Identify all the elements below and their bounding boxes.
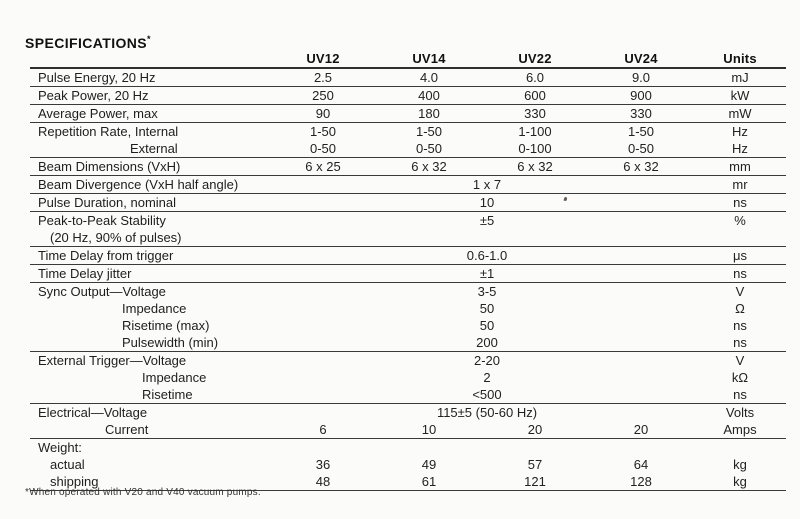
spec-value: 6 x 25 — [305, 159, 341, 174]
unit-value: V — [735, 353, 745, 368]
unit-value: Amps — [723, 422, 757, 437]
row-label: shipping — [50, 474, 99, 489]
spec-value-span: ±5 — [479, 213, 495, 228]
row-label: Beam Divergence (VxH half angle) — [38, 177, 239, 192]
spec-value: 6 x 32 — [623, 159, 659, 174]
spec-value-span: 0.6-1.0 — [466, 248, 508, 263]
spec-value: 0-100 — [518, 141, 552, 156]
spec-value: 20 — [527, 422, 543, 437]
unit-value: mW — [728, 106, 752, 121]
spec-value-span: 115±5 (50-60 Hz) — [436, 405, 538, 420]
column-header-uv22: UV22 — [518, 50, 552, 66]
row-label: Sync Output—Voltage — [38, 284, 166, 299]
row-label: Impedance — [122, 301, 187, 316]
unit-value: kg — [733, 474, 747, 489]
table-row — [30, 283, 786, 300]
unit-value: ns — [733, 266, 747, 281]
unit-value: ns — [733, 387, 747, 402]
spec-value: 600 — [524, 88, 546, 103]
spec-value: 330 — [630, 106, 652, 121]
row-label: Risetime — [142, 387, 193, 402]
table-row — [30, 265, 786, 282]
unit-value: kW — [730, 88, 750, 103]
unit-value: mm — [729, 159, 751, 174]
unit-value: ns — [733, 195, 747, 210]
row-group — [30, 265, 786, 283]
table-header-row — [30, 49, 786, 69]
unit-value: % — [734, 213, 746, 228]
spec-value: 330 — [524, 106, 546, 121]
row-label: Pulse Duration, nominal — [38, 195, 177, 210]
spec-value: 0-50 — [627, 141, 655, 156]
row-label: (20 Hz, 90% of pulses) — [50, 230, 182, 245]
row-label: Current — [105, 422, 149, 437]
spec-value: 900 — [630, 88, 652, 103]
spec-value-span: 3-5 — [477, 284, 497, 299]
spec-value-span: 2-20 — [473, 353, 501, 368]
table-row — [30, 247, 786, 264]
table-row — [30, 123, 786, 140]
row-label: Risetime (max) — [122, 318, 210, 333]
table-row — [30, 317, 786, 334]
spec-value: 180 — [418, 106, 440, 121]
unit-value: Volts — [725, 405, 755, 420]
row-group — [30, 352, 786, 404]
row-label: Average Power, max — [38, 106, 158, 121]
spec-value: 9.0 — [631, 70, 651, 85]
table-row — [30, 334, 786, 351]
spec-value: 4.0 — [419, 70, 439, 85]
row-label: Weight: — [38, 440, 82, 455]
row-label: Electrical—Voltage — [38, 405, 148, 420]
spec-value: 6 — [319, 422, 327, 437]
spec-value: 20 — [633, 422, 649, 437]
column-header-uv24: UV24 — [624, 50, 658, 66]
unit-value: Ω — [735, 301, 745, 316]
row-group — [30, 87, 786, 105]
spec-value: 0-50 — [415, 141, 443, 156]
table-row — [30, 404, 786, 421]
table-row — [30, 386, 786, 403]
row-group — [30, 158, 786, 176]
spec-value: 400 — [418, 88, 440, 103]
page-title-text: SPECIFICATIONS — [25, 35, 148, 51]
footnote: *When operated with V20 and V40 vacuum pumps. — [25, 487, 261, 498]
row-group — [30, 247, 786, 265]
row-label: Peak-to-Peak Stability — [38, 213, 166, 228]
spec-value: 36 — [315, 457, 331, 472]
row-group — [30, 283, 786, 352]
spec-value: 64 — [633, 457, 649, 472]
spec-value: 121 — [524, 474, 546, 489]
column-header-uv14: UV14 — [412, 50, 446, 66]
table-row — [30, 456, 786, 473]
unit-value: kg — [733, 457, 747, 472]
spec-value: 0-50 — [309, 141, 337, 156]
spec-value: 250 — [312, 88, 334, 103]
column-header-uv12: UV12 — [306, 50, 340, 66]
row-group — [30, 212, 786, 247]
row-group — [30, 176, 786, 194]
unit-value: kΩ — [731, 370, 749, 385]
unit-value: mr — [732, 177, 748, 192]
row-label: Repetition Rate, Internal — [38, 124, 179, 139]
table-row — [30, 69, 786, 86]
row-label: actual — [50, 457, 85, 472]
spec-value: 1-50 — [415, 124, 443, 139]
table-row — [30, 369, 786, 386]
spec-value-span: 200 — [476, 335, 498, 350]
spec-value-span: 1 x 7 — [472, 177, 502, 192]
spec-value-span: <500 — [472, 387, 502, 402]
spec-value-span: ±1 — [479, 266, 495, 281]
spec-value-span: 2 — [483, 370, 491, 385]
table-row — [30, 439, 786, 456]
spec-value: 6 x 32 — [411, 159, 447, 174]
table-row — [30, 87, 786, 104]
table-row — [30, 300, 786, 317]
spec-value: 48 — [315, 474, 331, 489]
spec-value: 57 — [527, 457, 543, 472]
spec-value: 6 x 32 — [517, 159, 553, 174]
row-label: External — [130, 141, 178, 156]
row-label: Impedance — [142, 370, 207, 385]
table-row — [30, 105, 786, 122]
row-group — [30, 69, 786, 87]
row-label: External Trigger—Voltage — [38, 353, 187, 368]
table-row — [30, 229, 786, 246]
row-group — [30, 439, 786, 491]
column-header-units: Units — [723, 50, 757, 66]
spec-value: 49 — [421, 457, 437, 472]
spec-value: 2.5 — [313, 70, 333, 85]
spec-value: 1-50 — [627, 124, 655, 139]
row-label: Peak Power, 20 Hz — [38, 88, 149, 103]
row-group — [30, 123, 786, 158]
row-label: Pulsewidth (min) — [122, 335, 219, 350]
spec-value: 10 — [421, 422, 437, 437]
row-label: Time Delay jitter — [38, 266, 132, 281]
unit-value: Hz — [732, 141, 748, 156]
spec-value: 1-100 — [518, 124, 552, 139]
unit-value: V — [735, 284, 745, 299]
table-row — [30, 212, 786, 229]
spec-value: 61 — [421, 474, 437, 489]
unit-value: ns — [733, 335, 747, 350]
spec-value: 1-50 — [309, 124, 337, 139]
spec-value-span: 50 — [479, 301, 495, 316]
row-label: Time Delay from trigger — [38, 248, 174, 263]
spec-value: 6.0 — [525, 70, 545, 85]
table-row — [30, 158, 786, 175]
unit-value: ns — [733, 318, 747, 333]
row-label: Beam Dimensions (VxH) — [38, 159, 181, 174]
row-group — [30, 105, 786, 123]
unit-value: mJ — [731, 70, 749, 85]
unit-value: Hz — [732, 124, 748, 139]
table-row — [30, 352, 786, 369]
spec-value: 128 — [630, 474, 652, 489]
footnote-marker: * — [147, 34, 151, 44]
table-row — [30, 194, 786, 211]
spec-value: 90 — [315, 106, 331, 121]
spec-value-span: 50 — [479, 318, 495, 333]
row-label: Pulse Energy, 20 Hz — [38, 70, 156, 85]
specifications-table — [30, 49, 786, 491]
table-row — [30, 140, 786, 157]
unit-value: μs — [733, 248, 747, 263]
spec-value-span: 10 — [479, 195, 495, 210]
table-row — [30, 176, 786, 193]
row-group — [30, 404, 786, 439]
table-row — [30, 421, 786, 438]
row-group — [30, 194, 786, 212]
